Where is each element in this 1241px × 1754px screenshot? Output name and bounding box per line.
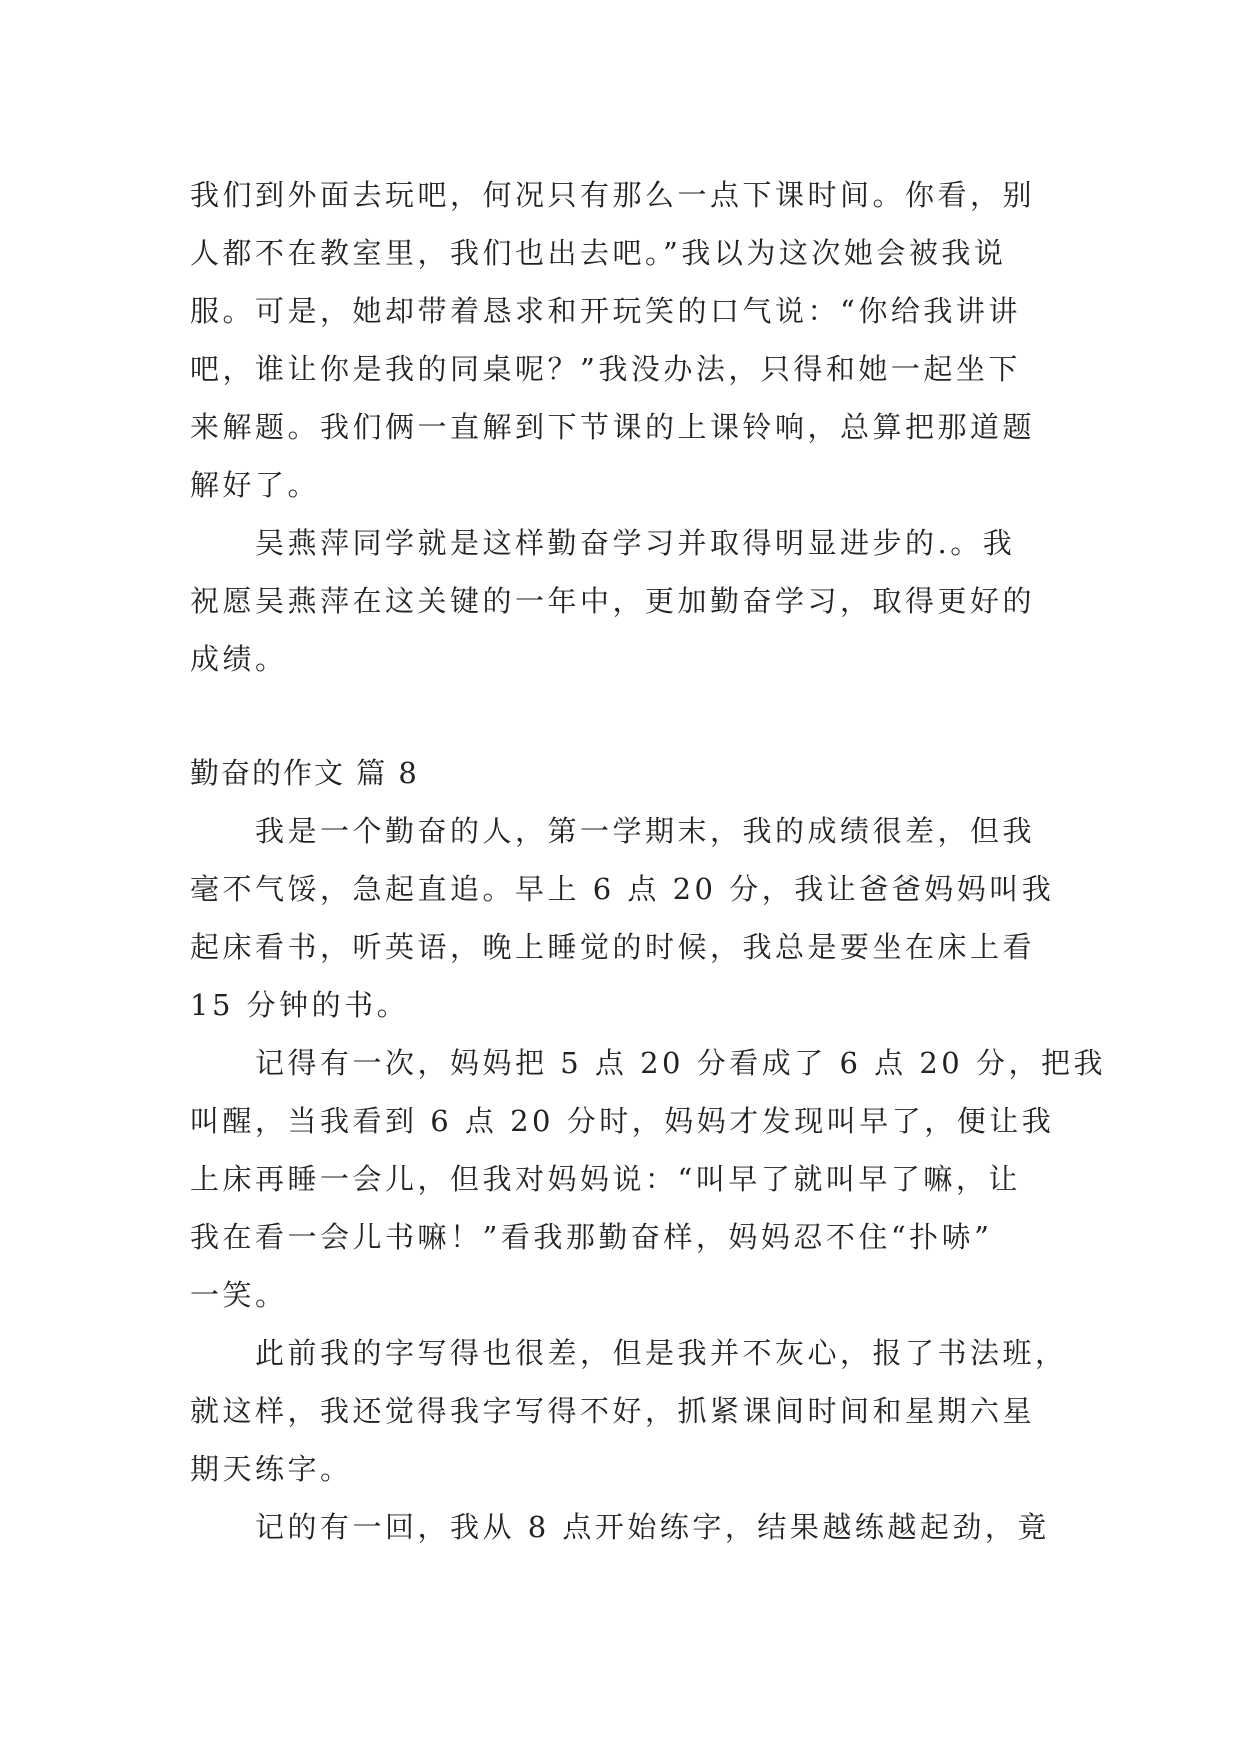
text-line: 祝愿吴燕萍在这关键的一年中，更加勤奋学习，取得更好的 (190, 584, 1036, 618)
text-line: 我是一个勤奋的人，第一学期末，我的成绩很差，但我 (190, 814, 1036, 848)
text-line: 记得有一次，妈妈把 5 点 20 分看成了 6 点 20 分，把我 (190, 1046, 1106, 1080)
text-line: 人都不在教室里，我们也出去吧。”我以为这次她会被我说 (190, 236, 1007, 270)
section-heading: 勤奋的作文 篇 8 (190, 756, 419, 790)
text-line: 来解题。我们俩一直解到下节课的上课铃响，总算把那道题 (190, 410, 1036, 444)
text-line: 期天练字。 (190, 1452, 353, 1486)
text-line: 毫不气馁，急起直追。早上 6 点 20 分，我让爸爸妈妈叫我 (190, 872, 1055, 906)
paragraph-conclusion (190, 514, 1050, 688)
text-line: 吧，谁让你是我的同桌呢？”我没办法，只得和她一起坐下 (190, 352, 1021, 386)
text-line: 我们到外面去玩吧，何况只有那么一点下课时间。你看，别 (190, 178, 1036, 212)
text-line: 解好了。 (190, 468, 321, 502)
text-line: 此前我的字写得也很差，但是我并不灰心，报了书法班， (190, 1336, 1068, 1370)
text-line: 15 分钟的书。 (190, 988, 410, 1022)
text-line: 服。可是，她却带着恳求和开玩笑的口气说：“你给我讲讲 (190, 294, 1021, 328)
text-line: 记的有一回，我从 8 点开始练字，结果越练越起劲，竟 (190, 1510, 1050, 1544)
essay-body (190, 802, 1106, 1556)
text-line: 成绩。 (190, 642, 288, 676)
text-line: 我在看一会儿书嘛！”看我那勤奋样，妈妈忍不住“扑哧” (190, 1220, 993, 1254)
text-line: 起床看书，听英语，晚上睡觉的时候，我总是要坐在床上看 (190, 930, 1036, 964)
text-line: 就这样，我还觉得我字写得不好，抓紧课间时间和星期六星 (190, 1394, 1036, 1428)
text-line: 吴燕萍同学就是这样勤奋学习并取得明显进步的.。我 (190, 526, 1016, 560)
paragraph-continued (190, 166, 1050, 514)
text-line: 上床再睡一会儿，但我对妈妈说：“叫早了就叫早了嘛，让 (190, 1162, 1021, 1196)
text-line: 一笑。 (190, 1278, 288, 1312)
text-line: 叫醒，当我看到 6 点 20 分时，妈妈才发现叫早了，便让我 (190, 1104, 1055, 1138)
